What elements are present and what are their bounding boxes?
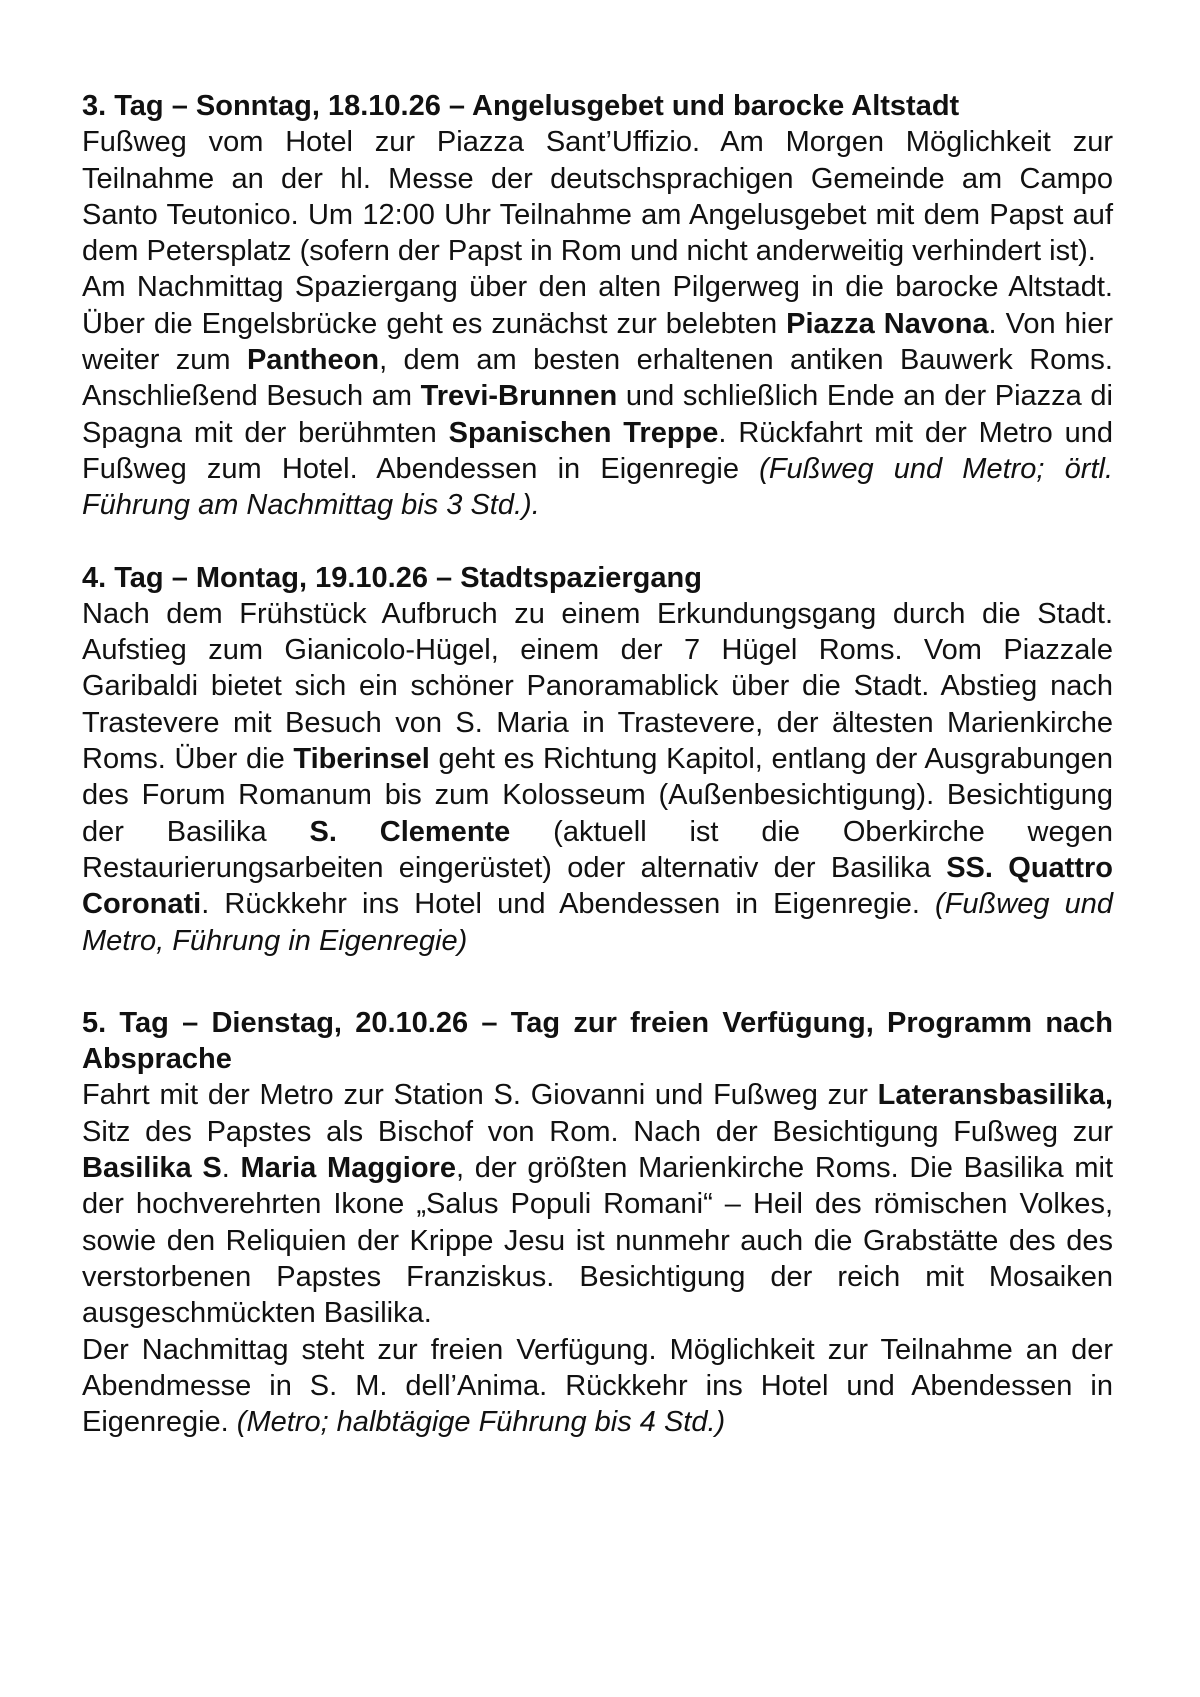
day-5-section <box>82 1005 1113 1441</box>
highlight-ss-quattro-coronati: SS. Quattro Coronati <box>82 851 1114 921</box>
day-4-section <box>82 560 1113 959</box>
highlight-maria-maggiore: Maria Maggiore <box>240 1152 456 1185</box>
highlight-spanische-treppe: Spanischen Treppe <box>448 416 719 449</box>
day-5-paragraph-afternoon <box>82 1332 1113 1441</box>
day-3-section <box>82 88 1113 524</box>
highlight-trevi-brunnen: Trevi-Brunnen <box>420 380 618 413</box>
text-span: geht es Richtung Kapitol, entlang der Ausgrabungen des Forum Romanum bis zum Kolosseum (Außenbesichtigung). Besichtigung der Basilika <box>82 743 1113 848</box>
text-span: Am Nachmittag Spaziergang über den alten Pilgerweg in die barocke Altstadt. Über die Engelsbrücke geht es zunächst zur belebten <box>82 271 1113 340</box>
text-span: . Rückfahrt mit der Metro und Fußweg zum Hotel. Abendessen in Eigenregie <box>82 416 1113 485</box>
highlight-pantheon: Pantheon <box>246 344 380 377</box>
text-span: und schließlich Ende an der Piazza di Spagna mit der berühmten <box>82 380 1113 449</box>
highlight-piazza-navona: Piazza Navona <box>786 307 989 340</box>
text-span: , dem am besten erhaltenen antiken Bauwerk Roms. Anschließend Besuch am <box>82 344 1113 413</box>
day-3-paragraph-morning: Fußweg vom Hotel zur Piazza Sant’Uffizio. Am Morgen Möglichkeit zur Teilnahme an der hl. Messe der deutschsprachigen Gemeinde am Campo Santo Teutonico. Um 12:00 Uhr Teilnahme am Angelusgebet mit dem Papst auf dem Petersplatz (sofern der Papst in Rom und nicht anderweitig verhindert ist). <box>82 126 1113 268</box>
day-5-heading: 5. Tag – Dienstag, 20.10.26 – Tag zur freien Verfügung, Programm nach Absprache <box>82 1006 1113 1076</box>
highlight-basilika-s: Basilika S <box>82 1152 222 1185</box>
day-3-paragraph-afternoon <box>82 269 1113 523</box>
document-page <box>82 88 1113 1440</box>
day-5-note: (Metro; halbtägige Führung bis 4 Std.) <box>236 1406 726 1439</box>
day-4-paragraph <box>82 596 1113 959</box>
day-3-note: (Fußweg und Metro; örtl. Führung am Nachmittag bis 3 Std.). <box>82 452 1113 522</box>
highlight-tiberinsel: Tiberinsel <box>293 743 430 776</box>
text-span: Der Nachmittag steht zur freien Verfügung. Möglichkeit zur Teilnahme an der Abendmesse in S. M. dell’Anima. Rückkehr ins Hotel und Abendessen in Eigenregie. <box>82 1333 1113 1439</box>
day-4-heading: 4. Tag – Montag, 19.10.26 – Stadtspaziergang <box>82 561 702 594</box>
highlight-s-clemente: S. Clemente <box>309 815 511 848</box>
text-span: Nach dem Frühstück Aufbruch zu einem Erkundungsgang durch die Stadt. Aufstieg zum Gianicolo-Hügel, einem der 7 Hügel Roms. Vom Piazzale Garibaldi bietet sich ein schöner Panoramablick über die Stadt. Abstieg nach Trastevere mit Besuch von S. Maria in Trastevere, der ältesten Marienkirche Roms. Über die <box>82 597 1113 776</box>
text-span: . <box>221 1152 241 1185</box>
text-span: , der größten Marienkirche Roms. Die Basilika mit der hochverehrten Ikone „Salus Populi Romani“ – Heil des römischen Volkes, sowie den Reliquien der Krippe Jesu ist nunmehr auch die Grabstätte des des verstorbenen Papstes Franziskus. Besichtigung der reich mit Mosaiken ausgeschmückten Basilika. <box>82 1152 1113 1330</box>
day-3-heading: 3. Tag – Sonntag, 18.10.26 – Angelusgebet und barocke Altstadt <box>82 90 960 122</box>
text-span: Fahrt mit der Metro zur Station S. Giovanni und Fußweg zur <box>82 1079 878 1112</box>
text-span: . Von hier weiter zum <box>82 307 1113 377</box>
text-span: Sitz des Papstes als Bischof von Rom. Nach der Besichtigung Fußweg zur <box>82 1115 1113 1148</box>
day-4-note: (Fußweg und Metro, Führung in Eigenregie) <box>82 888 1113 957</box>
day-5-paragraph-morning <box>82 1077 1113 1331</box>
text-span: (aktuell ist die Oberkirche wegen Restaurierungsarbeiten eingerüstet) oder alternativ der Basilika <box>82 815 1113 884</box>
highlight-lateransbasilika: Lateransbasilika, <box>877 1079 1113 1112</box>
text-span: . Rückkehr ins Hotel und Abendessen in Eigenregie. <box>201 888 936 921</box>
